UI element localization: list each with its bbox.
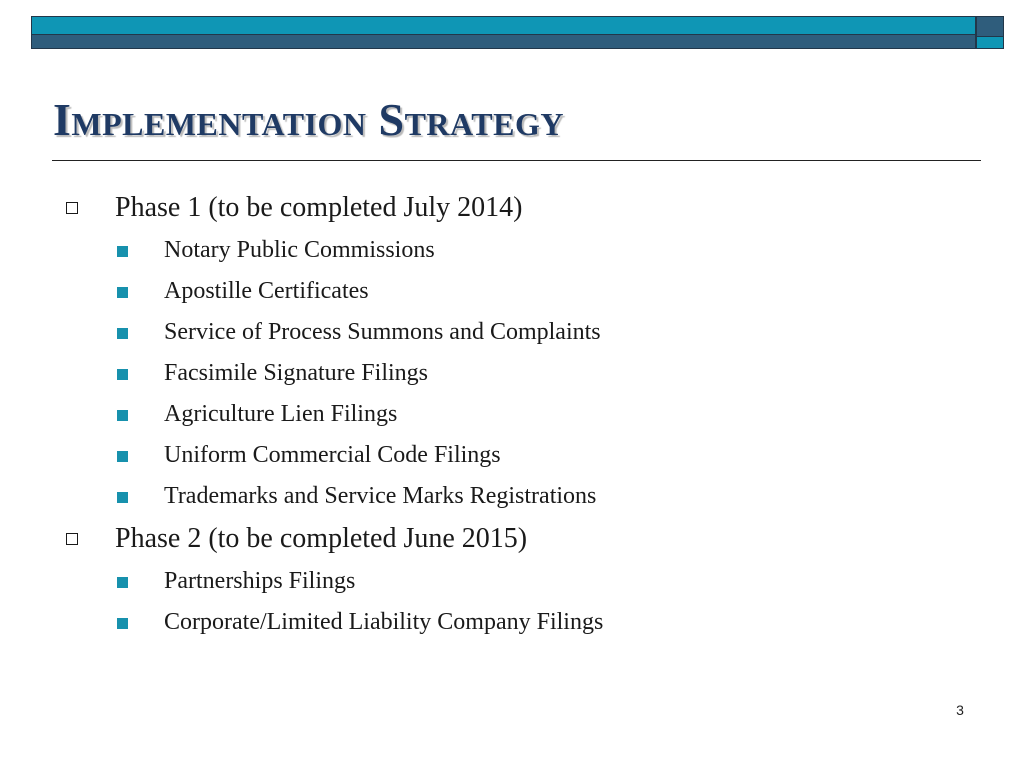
header-corner-block-bottom [976, 37, 1004, 49]
list-item-label: Trademarks and Service Marks Registrations [164, 483, 597, 509]
filled-square-bullet-icon [117, 451, 128, 462]
phase-1-bullet [0, 186, 1024, 230]
filled-square-bullet-icon [117, 369, 128, 380]
list-item [0, 435, 1024, 476]
list-item-label: Corporate/Limited Liability Company Filings [164, 609, 604, 635]
page-number: 3 [956, 702, 964, 718]
list-item [0, 602, 1024, 643]
header-band-top [31, 16, 976, 35]
list-item-label: Uniform Commercial Code Filings [164, 442, 501, 468]
filled-square-bullet-icon [117, 492, 128, 503]
filled-square-bullet-icon [117, 618, 128, 629]
phase-2-label: Phase 2 (to be completed June 2015) [115, 523, 528, 554]
hollow-square-bullet-icon [66, 202, 78, 214]
list-item-label: Partnerships Filings [164, 568, 356, 594]
hollow-square-bullet-icon [66, 533, 78, 545]
list-item [0, 394, 1024, 435]
phase-1-label: Phase 1 (to be completed July 2014) [115, 192, 523, 223]
list-item [0, 230, 1024, 271]
phase-2-bullet [0, 517, 1024, 561]
list-item-label: Facsimile Signature Filings [164, 360, 428, 386]
filled-square-bullet-icon [117, 410, 128, 421]
header-corner-block-top [976, 16, 1004, 37]
filled-square-bullet-icon [117, 246, 128, 257]
list-item-label: Service of Process Summons and Complaints [164, 319, 601, 345]
filled-square-bullet-icon [117, 287, 128, 298]
list-item [0, 476, 1024, 517]
list-item [0, 353, 1024, 394]
slide-title: Implementation Strategy [53, 94, 564, 145]
filled-square-bullet-icon [117, 328, 128, 339]
list-item [0, 312, 1024, 353]
list-item-label: Apostille Certificates [164, 278, 369, 304]
title-divider [52, 160, 981, 161]
list-item [0, 561, 1024, 602]
header-band-bottom [31, 35, 976, 49]
list-item [0, 271, 1024, 312]
list-item-label: Agriculture Lien Filings [164, 401, 398, 427]
filled-square-bullet-icon [117, 577, 128, 588]
list-item-label: Notary Public Commissions [164, 237, 435, 263]
bullet-list [0, 186, 1024, 643]
